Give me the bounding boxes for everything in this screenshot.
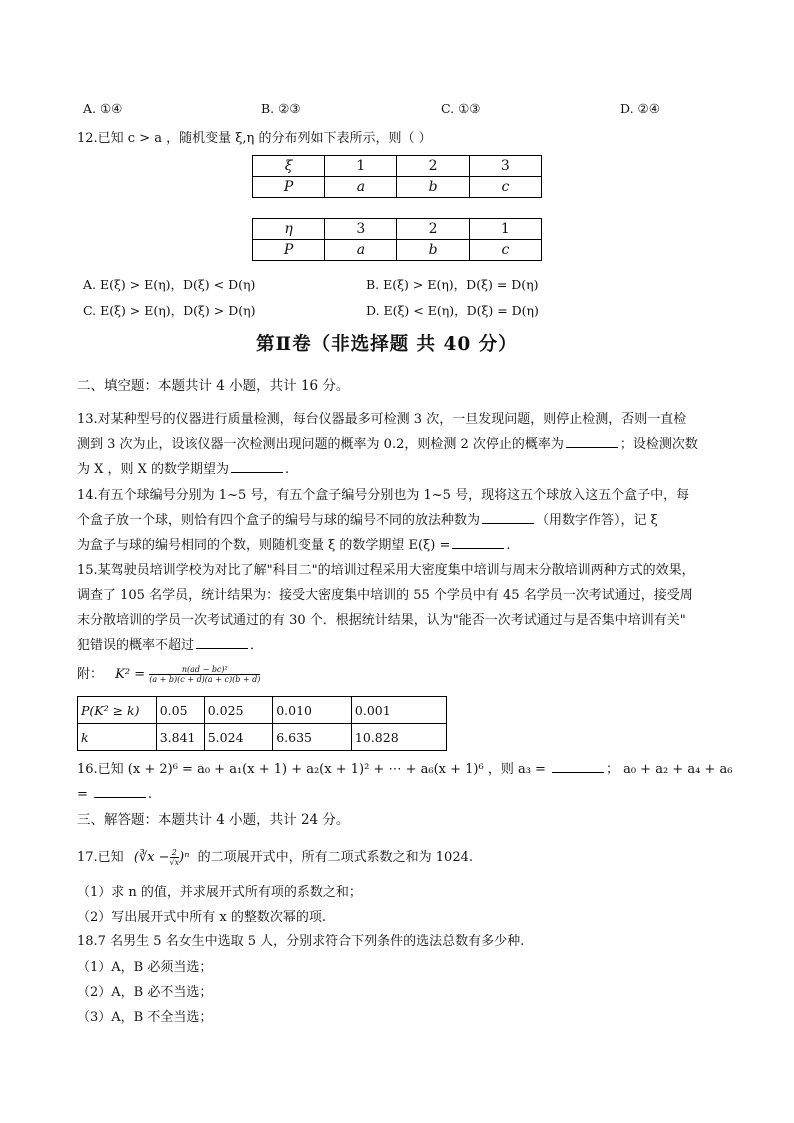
q15-line4: 犯错误的概率不超过 (77, 638, 195, 653)
xi-p-label: P (253, 177, 325, 198)
q17-expr-fraction (170, 848, 180, 867)
q12-option-d: D. E(ξ) < E(η)，D(ξ) = D(η) (366, 303, 539, 318)
q15-line4-tail: ． (250, 638, 264, 653)
eta-distribution-table (252, 218, 542, 261)
eta-value-cell: 2 (397, 219, 469, 240)
q15-line1: 15.某驾驶员培训学校为对比了解"科目二"的培训过程采用大密度集中培训与周末分散培训两种方式的效果， (77, 563, 695, 578)
q14-line3: 为盒子与球的编号相同的个数，则随机变量 ξ 的数学期望 E(ξ) = (77, 538, 451, 553)
k2-p-cell: 0.010 (273, 697, 352, 724)
k2-k-cell: 5.024 (204, 724, 272, 751)
q12-option-c: C. E(ξ) > E(η)，D(ξ) > D(η) (83, 303, 256, 318)
q13-blank-2 (231, 458, 283, 473)
k2-p-cell: 0.001 (351, 697, 446, 724)
q13-line2: 测到 3 次为止，设该仪器一次检测出现问题的概率为 0.2，则检测 2 次停止的概率为 (77, 437, 564, 452)
k2-p-cell: 0.05 (156, 697, 204, 724)
q17-stem-lead: 17.已知 (77, 850, 124, 865)
k2-row2-label: k (78, 724, 157, 751)
formula-denominator: (a + b)(c + d)(a + c)(b + d) (149, 675, 261, 684)
q17-part2: （2）写出展开式中所有 x 的整数次幂的项. (77, 910, 326, 925)
q17-expr-fraction-den: √x (169, 858, 180, 867)
q16-line1-tail: ； a₀ + a₂ + a₄ + a₆ (605, 762, 733, 777)
q17-expr-tail: )ⁿ (179, 850, 190, 865)
q12-option-b: B. E(ξ) > E(η)，D(ξ) = D(η) (366, 277, 539, 292)
k2-k-cell: 3.841 (156, 724, 204, 751)
q14-line1: 14.有五个球编号分别为 1~5 号，有五个盒子编号分别也为 1~5 号，现将这五个球放入这五个盒子中，每 (77, 488, 690, 503)
section3-heading: 三、解答题：本题共计 4 小题，共计 24 分。 (77, 812, 350, 828)
q16-blank-1 (552, 758, 604, 773)
q15-line3: 末分散培训的学员一次考试通过的有 30 个．根据统计结果，认为"能否一次考试通过与是否集中培训有关" (77, 613, 686, 628)
xi-value-cell: 1 (325, 156, 397, 177)
q14-line2: 个盒子放一个球，则恰有四个盒子的编号与球的编号不同的放法种数为 (77, 513, 481, 528)
eta-prob-cell: c (469, 240, 541, 261)
k2-k-cell: 10.828 (351, 724, 446, 751)
q18-stem: 18.7 名男生 5 名女生中选取 5 人，分别求符合下列条件的选法总数有多少种. (77, 934, 525, 949)
q12-stem: 12.已知 c > a ，随机变量 ξ,η 的分布列如下表所示，则（ ） (77, 131, 432, 146)
q16-line2-tail: . (147, 787, 153, 802)
formula-fraction (149, 665, 260, 684)
part2-title: 第Ⅱ卷（非选择题 共 40 分） (256, 334, 518, 355)
k2-formula (77, 663, 260, 684)
q14-line2-tail: （用数字作答），记 ξ (536, 513, 658, 528)
xi-prob-cell: c (469, 177, 541, 198)
q14-blank-1 (482, 509, 534, 524)
section2-heading: 二、填空题：本题共计 4 小题，共计 16 分。 (77, 378, 350, 394)
q11-option-b: B. ②③ (261, 101, 301, 116)
q13-line2-tail: ；设检测次数 (619, 437, 698, 452)
q17-stem (77, 846, 473, 867)
xi-value-cell: 3 (469, 156, 541, 177)
formula-label: 附： (77, 667, 104, 682)
q11-option-c: C. ①③ (441, 101, 481, 116)
q17-expr-lead: (∛x − (133, 850, 170, 865)
q18-part2: （2）A，B 必不当选； (77, 985, 213, 1000)
q17-part1: （1）求 n 的值，并求展开式所有项的系数之和； (77, 885, 362, 900)
k2-k-cell: 6.635 (273, 724, 352, 751)
k2-row1-label: P(K² ≥ k) (78, 697, 157, 724)
q16-blank-2 (94, 783, 146, 798)
eta-prob-cell: a (325, 240, 397, 261)
eta-p-label: P (253, 240, 325, 261)
q18-part3: （3）A，B 不全当选； (77, 1010, 213, 1025)
q13-blank-1 (566, 433, 618, 448)
q11-option-a: A. ①④ (83, 101, 123, 116)
q13-line3-tail: . (285, 462, 290, 477)
q14-line3-tail: . (506, 538, 511, 553)
xi-header-cell: ξ (253, 156, 325, 177)
xi-prob-cell: b (397, 177, 469, 198)
q14-blank-2 (452, 534, 504, 549)
xi-value-cell: 2 (397, 156, 469, 177)
eta-value-cell: 3 (325, 219, 397, 240)
q15-blank (196, 634, 248, 649)
xi-distribution-table (252, 155, 542, 198)
formula-numerator: n(ad − bc)² (149, 665, 260, 675)
q16-line2: = (77, 787, 88, 802)
formula-lhs: K² = (115, 667, 146, 682)
q13-line3: 为 X ，则 X 的数学期望为 (77, 462, 230, 477)
xi-prob-cell: a (325, 177, 397, 198)
eta-value-cell: 1 (469, 219, 541, 240)
q17-stem-tail: 的二项展开式中，所有二项式系数之和为 1024. (197, 850, 473, 865)
q18-part1: （1）A，B 必须当选； (77, 960, 213, 975)
q15-line2: 调查了 105 名学员，统计结果为：接受大密度集中培训的 55 个学员中有 45 名学员一次考试通过，接受周 (77, 588, 693, 603)
eta-prob-cell: b (397, 240, 469, 261)
eta-header-cell: η (253, 219, 325, 240)
q13-line1: 13.对某种型号的仪器进行质量检测，每台仪器最多可检测 3 次，一旦发现问题，则停止检测，否则一直检 (77, 412, 687, 427)
q16-line1: 16.已知 (x + 2)⁶ = a₀ + a₁(x + 1) + a₂(x + 1)² + ⋯ + a₆(x + 1)⁶ ，则 a₃ = (77, 762, 546, 777)
q12-option-a: A. E(ξ) > E(η)，D(ξ) < D(η) (83, 277, 256, 292)
k2-p-cell: 0.025 (204, 697, 272, 724)
k2-critical-table (77, 696, 447, 751)
q17-expr-fraction-num: 2 (170, 848, 180, 858)
q11-option-d: D. ②④ (620, 101, 660, 116)
